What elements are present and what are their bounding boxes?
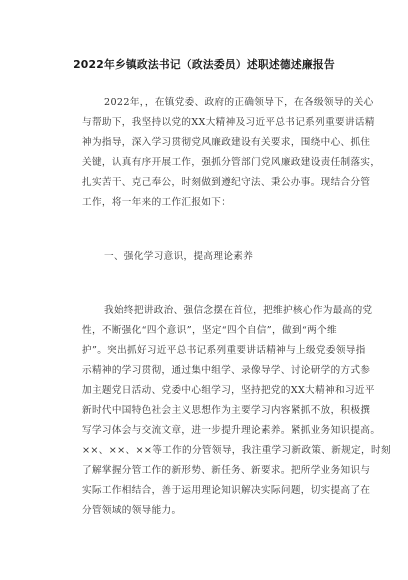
paragraph-2-line: 性，不断强化“四个意识”，坚定“四个自信”，做到“两个维 — [82, 325, 337, 336]
section-heading: 一、强化学习意识，提高理论素养 — [104, 251, 254, 262]
paragraph-1-line: 关键，认真有序开展工作，强抓分管部门党风廉政建设责任制落实， — [82, 157, 381, 168]
paragraph-1-line: 与帮助下，我坚持以党的XX大精神及习近平总书记系列重要讲话精 — [82, 117, 375, 128]
paragraph-1-line: 神为指导，深入学习贯彻党风廉政建设有关要求，围绕中心、抓住 — [82, 137, 371, 148]
paragraph-2-line: 实际工作相结合，善于运用理论知识解决实际问题，切实提高了在 — [82, 485, 371, 496]
paragraph-2-line: 护”。突出抓好习近平总书记系列重要讲话精神与上级党委领导指 — [82, 345, 366, 356]
paragraph-2-line: 分管领域的领导能力。 — [82, 505, 182, 516]
paragraph-2-line: 加主题党日活动、党委中心组学习，坚持把党的XX大精神和习近平 — [82, 385, 375, 396]
paragraph-2-line: 写学习体会与交流文章，进一步提升理论素养。紧抓业务知识提高。 — [82, 425, 381, 436]
paragraph-2-line: ××、××、××等工作的分管领导，我注重学习新政策、新规定，时刻 — [82, 445, 391, 456]
paragraph-2-line: 新时代中国特色社会主义思想作为主要学习内容紧抓不放，积极撰 — [82, 405, 371, 416]
document-title: 2022年乡镇政法书记（政法委员）述职述德述廉报告 — [73, 58, 335, 71]
paragraph-2-line: 我始终把讲政治、强信念摆在首位，把维护核心作为最高的党 — [104, 305, 373, 316]
paragraph-2-line: 示精神的学习贯彻，通过集中组学、录像导学、讨论研学的方式参 — [82, 365, 371, 376]
paragraph-1-line: 扎实苦干、克己奉公，时刻做到遵纪守法、秉公办事。现结合分管 — [82, 177, 371, 188]
paragraph-2-line: 了解掌握分管工作的新形势、新任务、新要求。把所学业务知识与 — [82, 465, 371, 476]
paragraph-1-line: 2022年，，在镇党委、政府的正确领导下，在各级领导的关心 — [104, 97, 374, 108]
paragraph-1-line: 工作，将一年来的工作汇报如下： — [82, 197, 232, 208]
